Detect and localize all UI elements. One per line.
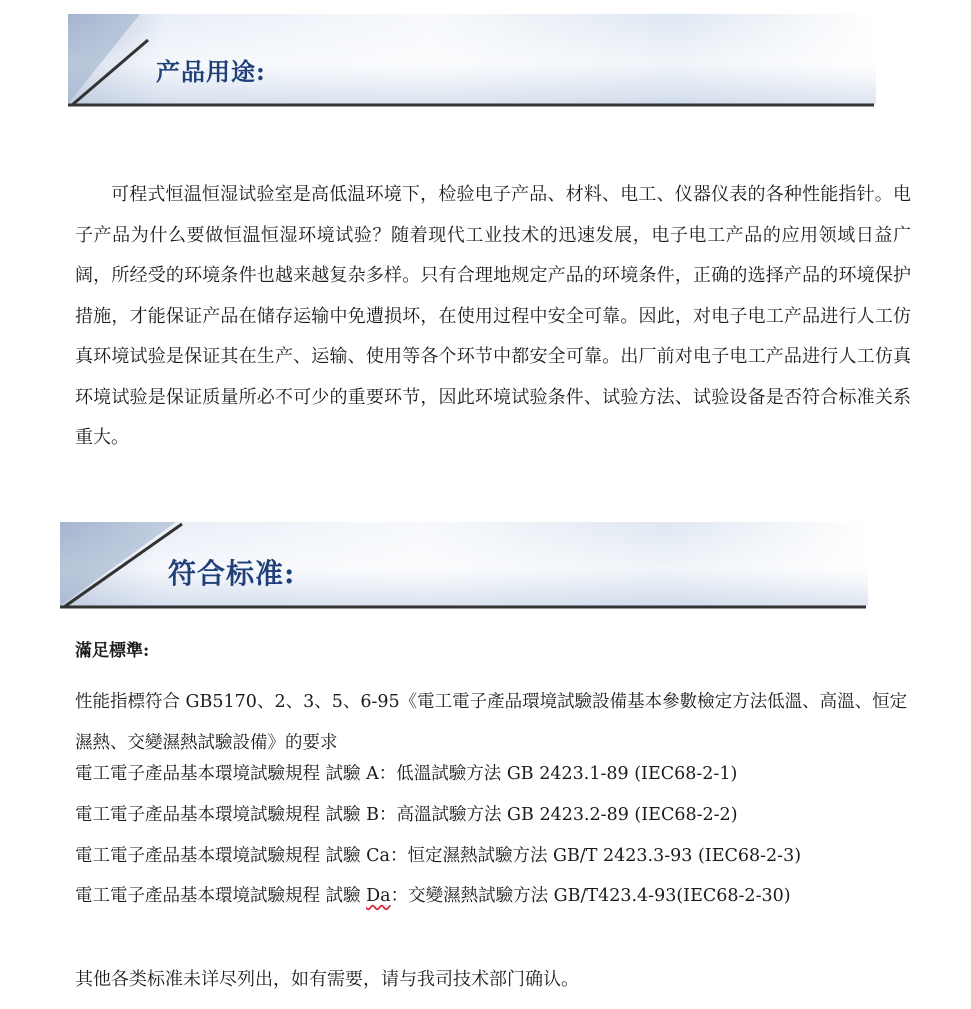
section-title-usage: 产品用途: <box>156 57 266 86</box>
section-banner-standards <box>56 518 870 612</box>
usage-paragraph: 可程式恒温恒湿试验室是高低温环境下，检验电子产品、材料、电工、仪器仪表的各种性能指针。电子产品为什么要做恒温恒湿环境试验？随着现代工业技术的迅速发展，电子电工产品的应用领域日益广阔，所经受的环境条件也越来越复杂多样。只有合理地规定产品的环境条件，正确的选择产品的环境保护措施，才能保证产品在储存运输中免遭损坏，在使用过程中安全可靠。因此，对电子电工产品进行人工仿真环境试验是保证其在生产、运输、使用等各个环节中都安全可靠。出厂前对电子电工产品进行人工仿真环境试验是保证质量所必不可少的重要环节，因此环境试验条件、试验方法、试验设备是否符合标准关系重大。 <box>75 184 911 448</box>
standards-heading: 滿足標準: <box>75 641 150 661</box>
standard-line-prefix: 電工電子產品基本環境試驗規程 試驗 <box>75 886 367 906</box>
standard-line-suffix: ：交變濕熱試驗方法 GB/T423.4-93(IEC68-2-30) <box>390 886 791 906</box>
section-banner-usage <box>62 12 878 110</box>
standard-line <box>75 801 738 826</box>
standard-line-prefix: 電工電子產品基本環境試驗規程 試驗 Ca <box>75 846 390 866</box>
standard-line-prefix: 電工電子產品基本環境試驗規程 試驗 A <box>75 764 379 784</box>
standard-line-prefix: 電工電子產品基本環境試驗規程 試驗 B <box>75 805 379 825</box>
standard-line-suffix: ：高溫試驗方法 GB 2423.2-89 (IEC68-2-2) <box>378 805 738 825</box>
standard-line-suffix: ：低溫試驗方法 GB 2423.1-89 (IEC68-2-1) <box>378 764 738 784</box>
section-title-standards: 符合标准: <box>168 557 296 590</box>
standards-intro: 性能指標符合 GB5170、2、3、5、6-95《電工電子產品環境試驗設備基本參數檢定方法低溫、高溫、恒定濕熱、交變濕熱試驗設備》的要求 <box>75 692 908 753</box>
standard-line <box>75 842 801 867</box>
standard-line-code: Da <box>366 886 391 906</box>
standard-line <box>75 760 737 785</box>
standard-line <box>75 882 791 907</box>
standard-line-suffix: ：恒定濕熱試驗方法 GB/T 2423.3-93 (IEC68-2-3) <box>389 846 802 866</box>
standards-note: 其他各类标准未详尽列出，如有需要，请与我司技术部门确认。 <box>75 969 579 990</box>
